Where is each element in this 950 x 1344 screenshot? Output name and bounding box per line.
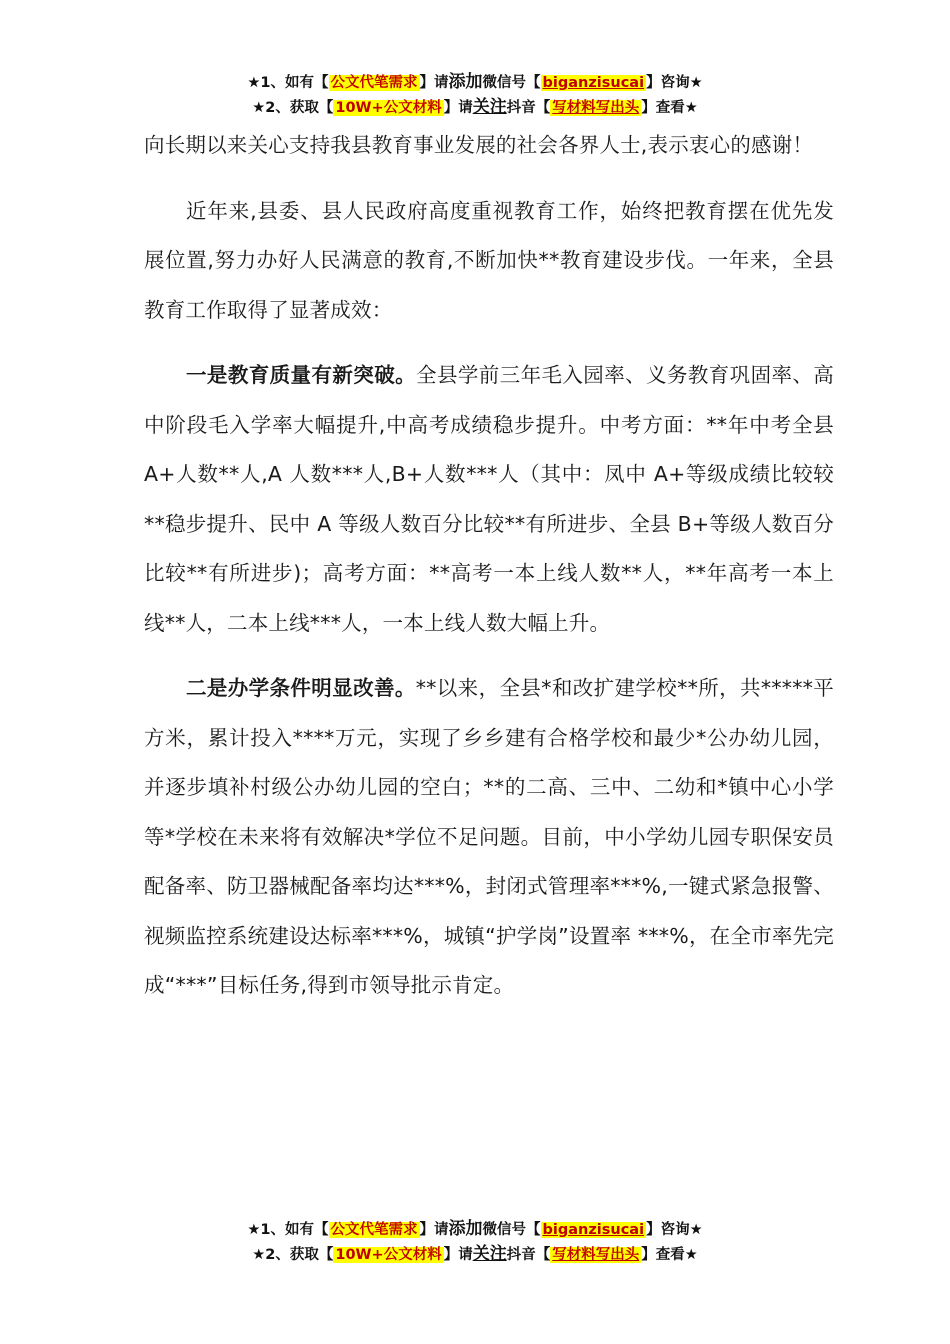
promo-douyin-id: 写材料写出头	[552, 1247, 640, 1263]
promo-text: 抖音【	[506, 1247, 551, 1263]
promo-line-2	[0, 1242, 950, 1267]
promo-line-1	[0, 70, 950, 95]
promo-text: 】查看★	[641, 100, 698, 116]
paragraph-body: 全县学前三年毛入园率、义务教育巩固率、高中阶段毛入学率大幅提升,中高考成绩稳步提升。中考方面：**年中考全县 A+人数**人,A 人数***人,B+人数***人（其中：凤中 A+等级成绩比较较**稳步提升、民中 A 等级人数百分比较**有所进步、全县 B+等级人数百分比较**有所进步)；高考方面：**高考一本上线人数**人，**年高考一本上线**人，二本上线***人，一本上线人数大幅上升。	[144, 363, 835, 635]
paragraph-heading: 二是办学条件明显改善。	[186, 676, 416, 700]
promo-text: ★2、获取【	[252, 1247, 334, 1263]
promo-emphasis: 添加	[448, 1219, 483, 1239]
promo-text: 】请	[443, 1247, 473, 1263]
paragraph-intro: 近年来,县委、县人民政府高度重视教育工作，始终把教育摆在优先发展位置,努力办好人民满意的教育,不断加快**教育建设步伐。一年来，全县教育工作取得了显著成效：	[144, 198, 834, 322]
footer-promo-banner	[0, 1217, 950, 1267]
promo-text: ★1、如有【	[247, 1222, 329, 1238]
promo-text: 】请	[419, 1222, 449, 1238]
promo-text: 】请	[419, 75, 449, 91]
paragraph-education-quality	[144, 351, 834, 648]
promo-text: ★1、如有【	[247, 75, 329, 91]
promo-text: 微信号【	[482, 1222, 541, 1238]
promo-line-2	[0, 95, 950, 120]
paragraph-heading: 一是教育质量有新突破。	[186, 363, 417, 387]
promo-text: 】请	[443, 100, 473, 116]
promo-wechat-id: biganzisucai	[542, 1222, 645, 1238]
header-promo-banner	[0, 70, 950, 120]
promo-highlight: 10W+公文材料	[335, 100, 442, 116]
promo-highlight: 公文代笔需求	[330, 75, 418, 91]
promo-text: ★2、获取【	[252, 100, 334, 116]
promo-text: 抖音【	[506, 100, 551, 116]
promo-emphasis: 关注	[472, 97, 507, 117]
paragraph-thanks: 向长期以来关心支持我县教育事业发展的社会各界人士,表示衷心的感谢！	[144, 133, 814, 157]
promo-text: 】咨询★	[646, 1222, 703, 1238]
promo-text: 】咨询★	[646, 75, 703, 91]
promo-text: 微信号【	[482, 75, 541, 91]
promo-text: 】查看★	[641, 1247, 698, 1263]
promo-highlight: 公文代笔需求	[330, 1222, 418, 1238]
promo-wechat-id: biganzisucai	[542, 75, 645, 91]
paragraph-school-conditions	[144, 664, 834, 1011]
promo-emphasis: 添加	[448, 72, 483, 92]
promo-line-1	[0, 1217, 950, 1242]
promo-douyin-id: 写材料写出头	[552, 100, 640, 116]
promo-highlight: 10W+公文材料	[335, 1247, 442, 1263]
document-body	[144, 121, 834, 1011]
promo-emphasis: 关注	[472, 1244, 507, 1264]
paragraph-body: **以来，全县*和改扩建学校**所，共*****平方米，累计投入****万元，实现了乡乡建有合格学校和最少*公办幼儿园，并逐步填补村级公办幼儿园的空白；**的二高、三中、二幼和*镇中心小学等*学校在未来将有效解决*学位不足问题。目前，中小学幼儿园专职保安员配备率、防卫器械配备率均达***%，封闭式管理率***%,一键式紧急报警、视频监控系统建设达标率***%，城镇“护学岗”设置率 ***%，在全市率先完成“***”目标任务,得到市领导批示肯定。	[144, 676, 834, 997]
